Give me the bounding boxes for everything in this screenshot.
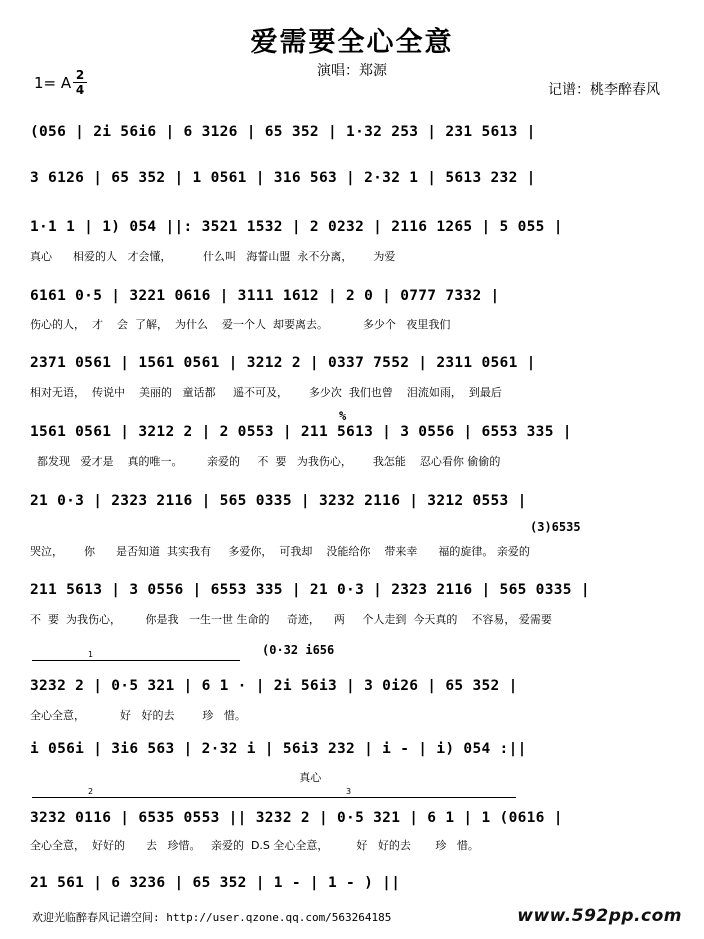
lyric-line-7: 哭泣， 你 是否知道 其实我有 多爱你， 可我却 没能给你 带来幸 福的旋律。 亲爱的 (30, 545, 530, 558)
singer-label: 演唱：郑源 (317, 63, 387, 79)
staff-line-6: 1561 0561 | 3212 2 | 2 0553 | 211 5613 | 3 0556 | 6553 335 | (30, 424, 572, 440)
volta-2-number: 2 (88, 787, 94, 796)
volta-1-number: 1 (88, 650, 94, 659)
transcriber-label: 记谱：桃李醉春风 (548, 82, 660, 98)
key-signature: 1= A (34, 74, 72, 92)
staff-line-7: 21 0·3 | 2323 2116 | 565 0335 | 3232 2116 | 3212 0553 | (30, 493, 527, 509)
lyric-line-4: 伤心的人， 才 会 了解， 为什么 爱一个人 却要离去。 多少个 夜里我们 (30, 318, 451, 331)
staff-line-1: (056 | 2i 56i6 | 6 3126 | 65 352 | 1·32 253 | 231 5613 | (30, 124, 536, 140)
lyric-line-5: 相对无语， 传说中 美丽的 童话都 遥不可及， 多少次 我们也曾 泪流如雨， 到最后 (30, 386, 502, 399)
page-title: 爱需要全心全意 (250, 27, 454, 58)
staff-line-9: 3232 2 | 0·5 321 | 6 1 · | 2i 56i3 | 3 0i26 | 65 352 | (30, 678, 518, 694)
site-watermark: www.592pp.com (517, 906, 682, 926)
volta-3-number: 3 (346, 787, 352, 796)
inner-intro: (0·32 i656 (262, 643, 335, 657)
time-signature (73, 69, 87, 96)
footer-text: 欢迎光临醉春风记谱空间: http://user.qzone.qq.com/563264185 (32, 911, 392, 924)
lyric-line-6: 都发现 爱才是 真的唯一。 亲爱的 不 要 为我伤心， 我怎能 忍心看你 偷偷的 (30, 455, 501, 468)
staff-line-4: 6161 0·5 | 3221 0616 | 3111 1612 | 2 0 | 0777 7332 | (30, 288, 500, 304)
staff-line-11: 3232 0116 | 6535 0553 || 3232 2 | 0·5 321 | 6 1 | 1 (0616 | (30, 810, 563, 826)
lyric-line-10: 真心 (30, 771, 322, 784)
lyric-line-9: 全心全意， 好 好的去 珍 惜。 (30, 709, 246, 722)
lyric-line-3: 真心 相爱的人 才会懂， 什么叫 海誓山盟 永不分离， 为爱 (30, 250, 396, 263)
staff-line-3: 1·1 1 | 1) 054 ||: 3521 1532 | 2 0232 | 2116 1265 | 5 055 | (30, 219, 563, 235)
staff-line-12: 21 561 | 6 3236 | 65 352 | 1 - | 1 - ) || (30, 875, 401, 891)
staff-line-2: 3 6126 | 65 352 | 1 0561 | 316 563 | 2·32 1 | 5613 232 | (30, 170, 536, 186)
volta-2 (32, 787, 292, 798)
time-numerator: 2 (73, 69, 87, 83)
segno-mark: % (339, 409, 347, 423)
lyric-line-11: 全心全意， 好好的 去 珍惜。 亲爱的 D.S 全心全意， 好 好的去 珍 惜。 (30, 839, 479, 852)
alternate-phrase: (3)6535 (530, 520, 581, 534)
volta-1 (32, 650, 240, 661)
lyric-line-8: 不 要 为我伤心， 你是我 一生一世 生命的 奇迹， 两 个人走到 今天真的 不容易， 爱需要 (30, 613, 552, 626)
staff-line-10: i 056i | 3i6 563 | 2·32 i | 56i3 232 | i - | i) 054 :|| (30, 741, 527, 757)
volta-3 (290, 787, 516, 798)
staff-line-8: 211 5613 | 3 0556 | 6553 335 | 21 0·3 | 2323 2116 | 565 0335 | (30, 582, 590, 598)
staff-line-5: 2371 0561 | 1561 0561 | 3212 2 | 0337 7552 | 2311 0561 | (30, 355, 536, 371)
time-denominator: 4 (75, 83, 85, 97)
